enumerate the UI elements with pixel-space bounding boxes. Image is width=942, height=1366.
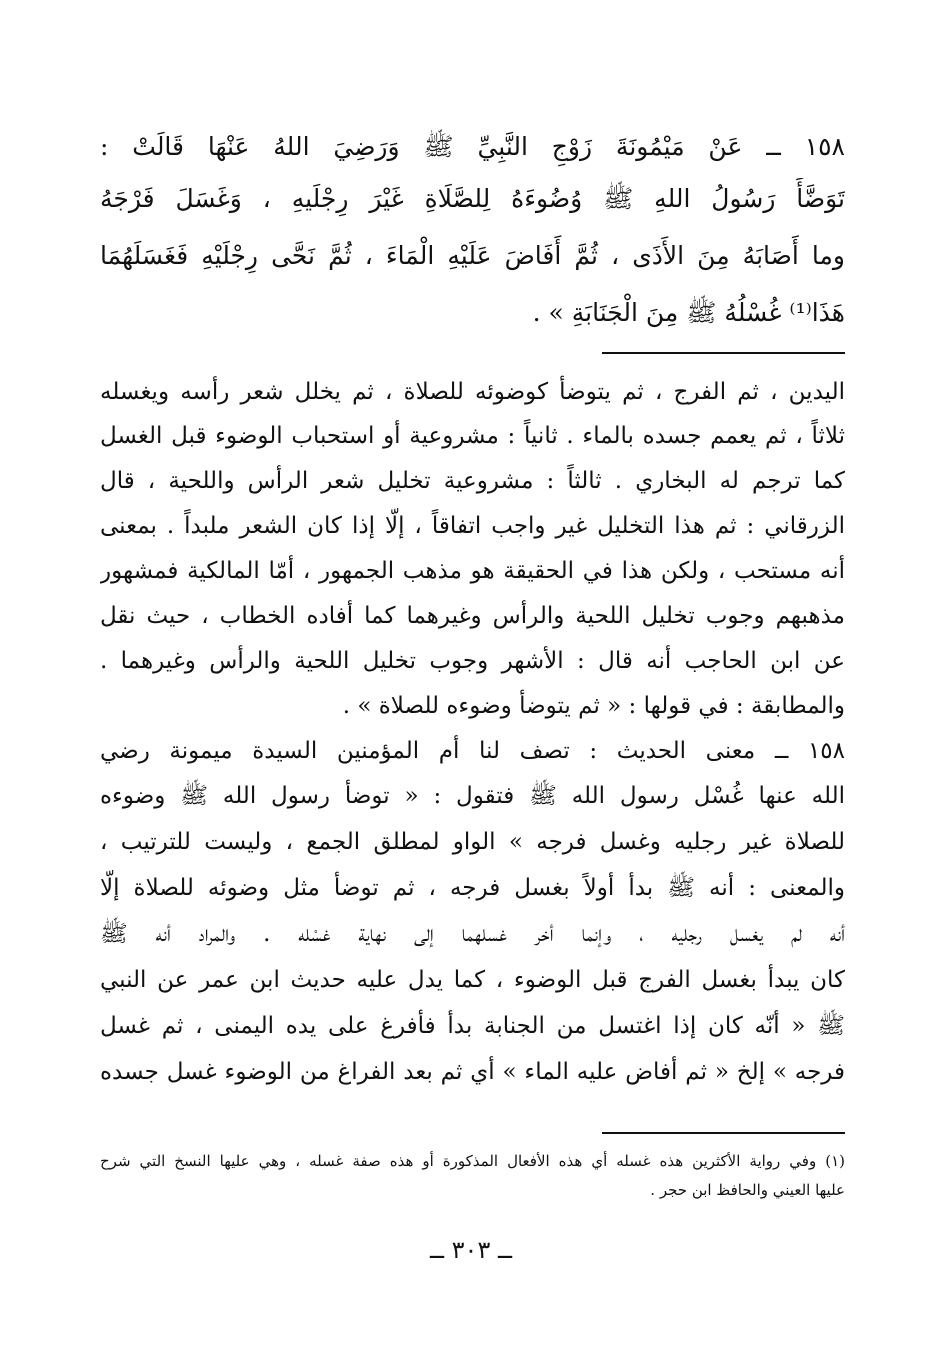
commentary-line: ثلاثاً ، ثم يعمم جسده بالماء . ثانياً : مشروعية أو استحباب الوضوء قبل الغسل xyxy=(100,423,845,449)
commentary-line: فرجه » إلخ « ثم أفاض عليه الماء » أي ثم بعد الفراغ من الوضوء غسل جسده xyxy=(100,1059,845,1085)
commentary-line: عن ابن الحاجب أنه قال : الأشهر وجوب تخليل اللحية والرأس وغيرهما . xyxy=(100,648,845,674)
commentary-line: والمطابقة : في قولها : « ثم يتوضأ وضوءه للصلاة » . xyxy=(342,693,845,719)
hadith-line: ١٥٨ ــ عَنْ مَيْمُونَةَ زَوْجِ النَّبِيِّ ﷺ وَرَضِيَ اللهُ عَنْهَا قَالَتْ : xyxy=(100,132,845,161)
commentary-line: والمعنى : أنه ﷺ بدأ أولاً بغسل فرجه ، ثم توضأ مثل وضوئه للصلاة إلّا xyxy=(100,875,845,901)
commentary-line: كان يبدأ بغسل الفرج قبل الوضوء ، كما يدل عليه حديث ابن عمر عن النبي xyxy=(100,967,845,993)
page-number: ــ ٣٠٣ ــ xyxy=(429,1236,513,1264)
commentary-line: أنه لم يغسل رجليه ، وإنما أخر غسلهما إلى نهاية غسْله . والمراد أنه ﷺ xyxy=(100,921,845,947)
commentary-line: ١٥٨ ــ معنى الحديث : تصف لنا أم المؤمنين السيدة ميمونة رضي xyxy=(100,738,845,764)
hadith-line: وما أَصَابَهُ مِنَ الأَذَى ، ثُمَّ أَفَاضَ عَلَيْهِ الْمَاءَ ، ثُمَّ نَحَّى رِجْلَيْهِ فَغَسَلَهُمَا xyxy=(100,241,845,270)
footnote-line: عليها العيني والحافظ ابن حجر . xyxy=(650,1181,845,1199)
commentary-line: مذهبهم وجوب تخليل اللحية والرأس وغيرهما كما أفاده الخطاب ، حيث نقل xyxy=(100,603,845,629)
hadith-line: هَذَا⁽¹⁾ غُسْلُهُ ﷺ مِنَ الْجَنَابَةِ » . xyxy=(532,298,845,327)
commentary-line: الزرقاني : ثم هذا التخليل غير واجب اتفاقاً ، إلّا إذا كان الشعر ملبداً . بمعنى xyxy=(100,513,845,539)
footnote-line: (١) وفي رواية الأكثرين هذه غسله أي هذه الأفعال المذكورة أو هذه صفة غسله ، وهي عليها النسخ التي شرح xyxy=(100,1152,845,1170)
commentary-line: أنه مستحب ، ولكن هذا في الحقيقة هو مذهب الجمهور ، أمّا المالكية فمشهور xyxy=(100,558,845,584)
commentary-line: الله عنها غُسْل رسول الله ﷺ فتقول : « توضأ رسول الله ﷺ وضوءه xyxy=(100,783,845,809)
commentary-line: للصلاة غير رجليه وغسل فرجه » الواو لمطلق الجمع ، وليست للترتيب ، xyxy=(100,829,845,855)
section-divider xyxy=(602,352,845,354)
footnote-divider xyxy=(602,1132,845,1134)
hadith-line: تَوَضَّأَ رَسُولُ اللهِ ﷺ وُضُوءَهُ لِلصَّلَاةِ غَيْرَ رِجْلَيهِ ، وَغَسَلَ فَرْجَهُ xyxy=(100,184,845,213)
commentary-line: كما ترجم له البخاري . ثالثاً : مشروعية تخليل شعر الرأس واللحية ، قال xyxy=(100,468,845,494)
commentary-line: اليدين ، ثم الفرج ، ثم يتوضأ كوضوئه للصلاة ، ثم يخلل شعر رأسه ويغسله xyxy=(100,379,845,405)
commentary-line: ﷺ « أنّه كان إذا اغتسل من الجنابة بدأ فأفرغ على يده اليمنى ، ثم غسل xyxy=(100,1013,845,1039)
